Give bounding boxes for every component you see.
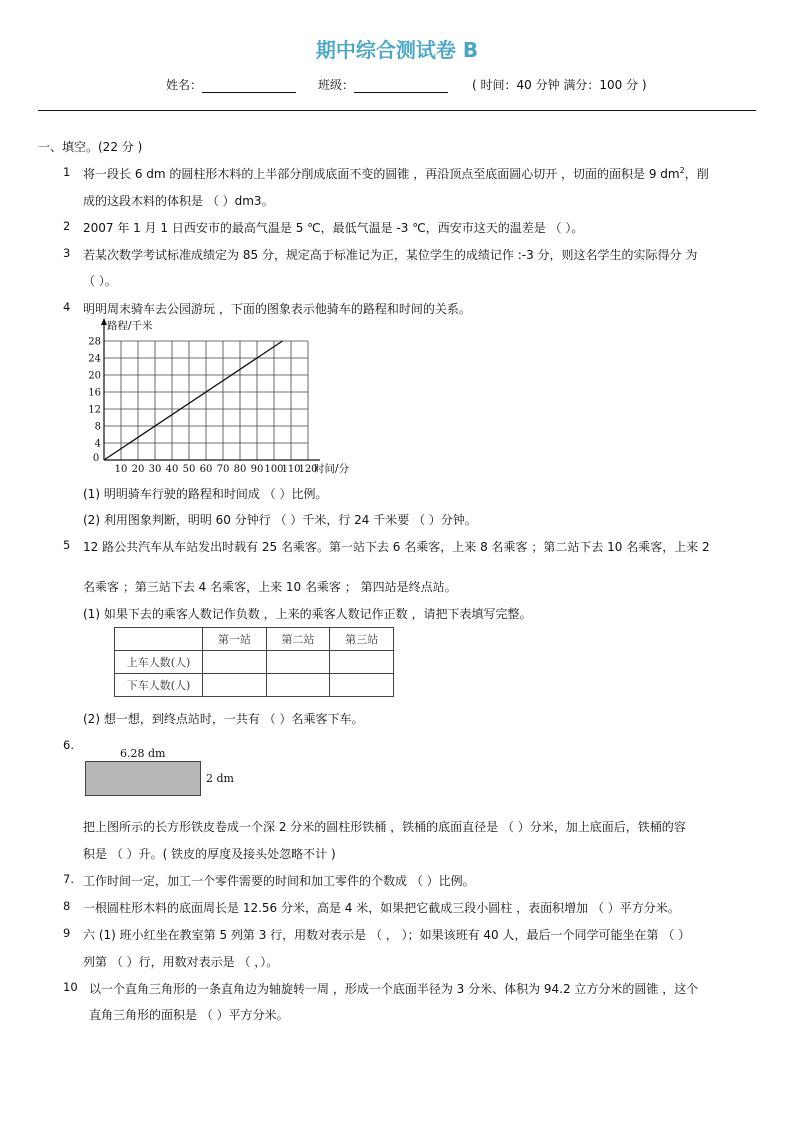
question-1-line2: 成的这段木料的体积是 （ ）dm3。 xyxy=(83,194,274,208)
q1-superscript: 2 xyxy=(679,166,685,175)
y-tick-label: 12 xyxy=(88,404,101,416)
y-tick-label: 20 xyxy=(88,370,101,382)
rect-width-label: 6.28 dm xyxy=(120,747,166,760)
name-label: 姓名： xyxy=(166,78,203,92)
question-number: 10 xyxy=(63,980,78,994)
table-row xyxy=(115,674,394,697)
answer-cell[interactable] xyxy=(203,674,267,697)
distance-time-chart xyxy=(78,312,378,477)
table-header-row xyxy=(115,628,394,651)
page-title: 期中综合测试卷 B xyxy=(315,38,479,62)
x-tick-label: 50 xyxy=(182,464,196,475)
question-number: 5 xyxy=(63,538,71,552)
answer-cell[interactable] xyxy=(203,651,267,674)
x-tick-label: 110 xyxy=(281,464,301,475)
question-4-sub1: (1) 明明骑车行驶的路程和时间成 （ ）比例。 xyxy=(83,487,328,501)
section-heading: 一、填空。(22 分 ) xyxy=(38,140,143,154)
rect-height-label: 2 dm xyxy=(206,772,234,785)
question-4-text: 明明周末骑车去公园游玩 ，下面的图象表示他骑车的路程和时间的关系。 xyxy=(83,302,471,316)
table-row-label: 上车人数(人) xyxy=(115,651,203,674)
class-field[interactable] xyxy=(354,80,448,93)
question-6-line1: 把上图所示的长方形铁皮卷成一个深 2 分米的圆柱形铁桶 ，铁桶的底面直径是 （ ）分米，加上底面后，铁桶的容 xyxy=(83,820,686,834)
passenger-table xyxy=(114,627,394,697)
y-tick-label: 16 xyxy=(88,387,101,399)
table-corner-cell xyxy=(115,628,203,651)
table-header-cell: 第二站 xyxy=(266,628,330,651)
table-header-cell: 第三站 xyxy=(330,628,394,651)
question-5-sub1: (1) 如果下去的乘客人数记作负数 ，上来的乘客人数记作正数 ，请把下表填写完整。 xyxy=(83,607,532,621)
name-field[interactable] xyxy=(202,80,296,93)
question-2-text: 2007 年 1 月 1 日西安市的最高气温是 5 ℃，最低气温是 -3 ℃，西安市这天的温差是 （ ）。 xyxy=(83,221,584,235)
table-row-label: 下车人数(人) xyxy=(115,674,203,697)
x-tick-label: 60 xyxy=(199,464,213,475)
question-10-line2: 直角三角形的面积是 （ ）平方分米。 xyxy=(89,1008,289,1022)
question-number: 8 xyxy=(63,899,71,913)
x-tick-label: 0 xyxy=(92,453,100,464)
question-number: 4 xyxy=(63,300,71,314)
question-number: 3 xyxy=(63,246,71,260)
header-divider xyxy=(38,110,756,111)
question-7-text: 工作时间一定，加工一个零件需要的时间和加工零件的个数成 （ ）比例。 xyxy=(83,874,475,888)
table-header-cell: 第一站 xyxy=(203,628,267,651)
series-line xyxy=(104,341,283,460)
class-label: 班级： xyxy=(318,78,355,92)
y-tick-label: 4 xyxy=(94,438,101,450)
question-5-sub2: (2) 想一想，到终点站时，一共有 （ ）名乘客下车。 xyxy=(83,712,364,726)
question-4-sub2: (2) 利用图象判断，明明 60 分钟行 （ ）千米，行 24 千米要 （ ）分钟。 xyxy=(83,513,477,527)
class-row xyxy=(318,76,448,93)
question-number: 1 xyxy=(63,165,71,179)
question-6-line2: 积是 （ ）升。( 铁皮的厚度及接头处忽略不计 ) xyxy=(83,847,336,861)
answer-cell[interactable] xyxy=(266,651,330,674)
x-axis-label: 时间/分 xyxy=(314,463,350,475)
question-8-text: 一根圆柱形木料的底面周长是 12.56 分米，高是 4 米，如果把它截成三段小圆柱 ，表面积增加 （ ）平方分米。 xyxy=(83,901,680,915)
question-5-line1: 12 路公共汽车从车站发出时载有 25 名乘客。第一站下去 6 名乘客，上来 8 名乘客 ；第二站下去 10 名乘客，上来 2 xyxy=(83,540,710,554)
time-info: ( 时间：40 分钟 满分：100 分 ) xyxy=(472,78,647,92)
x-tick-label: 120 xyxy=(298,464,318,475)
q1-text-b: ，削 xyxy=(684,167,709,181)
question-1-line1 xyxy=(83,165,709,182)
answer-cell[interactable] xyxy=(266,674,330,697)
question-3-line1: 若某次数学考试标准成绩定为 85 分，规定高于标准记为正，某位学生的成绩记作 :-3 分，则这名学生的实际得分 为 xyxy=(83,248,698,262)
x-tick-label: 70 xyxy=(216,464,230,475)
question-number: 7. xyxy=(63,872,74,886)
x-tick-label: 10 xyxy=(114,464,128,475)
question-9-line1: 六 (1) 班小红坐在教室第 5 列第 3 行，用数对表示是 （ ， ）；如果该班有 40 人，最后一个同学可能坐在第 （ ） xyxy=(83,928,691,942)
question-5-line2: 名乘客 ；第三站下去 4 名乘客，上来 10 名乘客 ； 第四站是终点站。 xyxy=(83,580,457,594)
x-tick-label: 90 xyxy=(250,464,264,475)
x-tick-label: 30 xyxy=(148,464,162,475)
question-number: 6. xyxy=(63,738,74,752)
y-tick-label: 8 xyxy=(94,421,101,433)
x-tick-label: 40 xyxy=(165,464,179,475)
y-tick-label: 24 xyxy=(88,353,101,365)
y-axis-label: 路程/千米 xyxy=(107,320,153,332)
table-row xyxy=(115,651,394,674)
question-number: 2 xyxy=(63,219,71,233)
q1-text-a: 将一段长 6 dm 的圆柱形木料的上半部分削成底面不变的圆锥 ，再沿顶点至底面圆心切开 ，切面的面积是 9 dm xyxy=(83,167,680,181)
x-tick-label: 20 xyxy=(131,464,145,475)
iron-sheet-rectangle xyxy=(85,761,201,796)
name-row xyxy=(166,76,296,93)
question-number: 9 xyxy=(63,926,71,940)
answer-cell[interactable] xyxy=(330,674,394,697)
question-3-line2: （ ）。 xyxy=(83,274,117,288)
y-tick-label: 28 xyxy=(88,336,101,348)
answer-cell[interactable] xyxy=(330,651,394,674)
question-10-line1: 以一个直角三角形的一条直角边为轴旋转一周 ，形成一个底面半径为 3 分米、体积为 94.2 立方分米的圆锥 ，这个 xyxy=(89,982,699,996)
question-9-line2: 列第 （ ）行，用数对表示是 （ ，）。 xyxy=(83,955,279,969)
x-tick-label: 80 xyxy=(233,464,247,475)
x-tick-label: 100 xyxy=(264,464,284,475)
